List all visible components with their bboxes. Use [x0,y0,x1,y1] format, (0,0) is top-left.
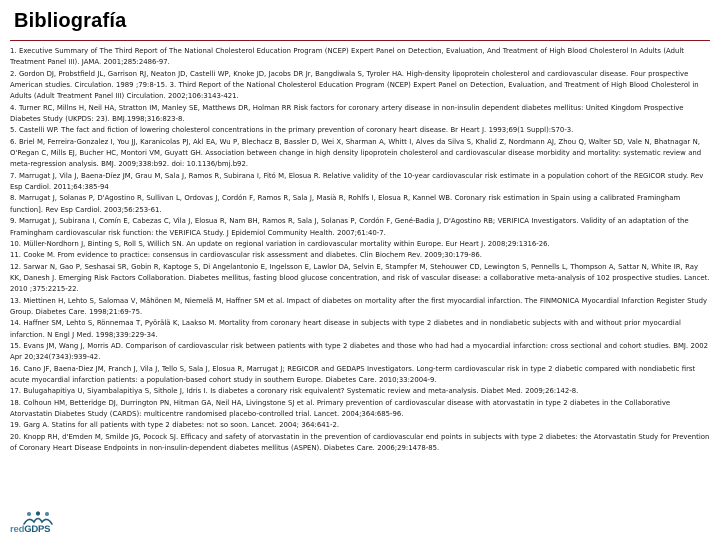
reference-item: 10. Müller-Nordhorn J, Binting S, Roll S, Willich SN. An update on regional variation in cardiovascular mortality within Europe. Eur Heart J. 2008;29:1316-26. [10,239,550,248]
reference-item: 18. Colhoun HM, Betteridge DJ, Durrington PN, Hitman GA, Neil HA, Livingstone SJ et al. Primary prevention of cardiovascular disease with atorvastatin in type 2 diabetes in the Collaborative Atorvastatin Diabetes Study (CARDS): multicentre randomised placebo-controlled trial. Lancet. 2004;364:685-96. [10,398,671,418]
people-hands-logo-icon [22,511,54,525]
reference-item: 19. Garg A. Statins for all patients with type 2 diabetes: not so soon. Lancet. 2004; 364:641-2. [10,421,340,430]
reference-item: 9. Marrugat J, Subirana I, Comín E, Cabezas C, Vila J, Elosua R, Nam BH, Ramos R, Sala J, Solanas P, Cordón F, Gené-Badia J, D'Agostino RB; VERIFICA Investigators. Validity of an adaptation of the Framingham cardiovascular risk function: the VERIFICA Study. J Epidemiol Community Health. 2007;61:40-7. [10,217,689,237]
reference-item: 7. Marrugat J, Vila J, Baena-Díez JM, Grau M, Sala J, Ramos R, Subirana I, Fitó M, Elosua R. Relative validity of the 10-year cardiovascular risk estimate in a population cohort of the REGICOR study. Rev Esp Cardiol. 2011;64:385-94 [10,171,704,192]
reference-item: 15. Evans JM, Wang J, Morris AD. Comparison of cardiovascular risk between patients with type 2 diabetes and those who had had a myocardial infarction: cross sectional and cohort studies. BMJ. 2002 Apr 20;324(7343):939-42. [10,341,709,362]
reference-item: 2. Gordon DJ, Probstfield JL, Garrison RJ, Neaton JD, Castelli WP, Knoke JD, Jacobs DR Jr, Bangdiwala S, Tyroler HA. High-density lipoprotein cholesterol and cardiovascular disease. Four prospective American studies. Circulation. 1989 ;79:8-15. 3. Third Report of the National Cholesterol Education Program (NCEP) Expert Panel on Detection, Evaluation, and Treatment of High Blood Cholesterol in Adults (Adult Treatment Panel III) Circulation. 2002;106:3143-421. [10,69,699,101]
redgdps-logo [10,511,70,537]
reference-item: 11. Cooke M. From evidence to practice: consensus in cardiovascular risk assessment and diabetes. Clin Biochem Rev. 2009;30:179-86. [10,251,482,260]
reference-item: 6. Briel M, Ferreira-Gonzalez I, You JJ, Karanicolas PJ, Akl EA, Wu P, Blechacz B, Bassler D, Wei X, Sharman A, Whitt I, Alves da Silva S, Khalid Z, Nordmann AJ, Zhou Q, Walter SD, Vale N, Bhatnagar N, O'Regan C, Mills EJ, Bucher HC, Montori VM, Guyatt GH. Association between change in high density lipoprotein cholesterol and cardiovascular disease morbidity and mortality: systematic review and meta-regression analysis. BMJ. 2009;338:b92. doi: 10.1136/bmj.b92. [10,137,702,169]
reference-item: 4. Turner RC, Millns H, Neil HA, Stratton IM, Manley SE, Matthews DR, Holman RR Risk factors for coronary artery disease in non-insulin dependent diabetes mellitus: United Kingdom Prospective Diabetes Study (UKPDS: 23). BMJ.1998;316:823-8. [10,103,684,124]
reference-item: 14. Haffner SM, Lehto S, Rönnemaa T, Pyörälä K, Laakso M. Mortality from coronary heart disease in subjects with type 2 diabetes and in nondiabetic subjects with and without prior myocardial infarction. N Engl J Med. 1998;339:229-34. [10,319,681,339]
title-divider [10,40,710,41]
reference-item: 1. Executive Summary of The Third Report of The National Cholesterol Education Program (NCEP) Expert Panel on Detection, Evaluation, And Treatment of High Blood Cholesterol In Adults (Adult Treatment Panel III). JAMA. 2001;285:2486-97. [10,47,684,67]
reference-list [10,46,710,510]
reference-item: 16. Cano JF, Baena-Diez JM, Franch J, Vila J, Tello S, Sala J, Elosua R, Marrugat J; REGICOR and GEDAPS Investigators. Long-term cardiovascular risk in type 2 diabetic compared with nondiabetic first acute myocardial infarction patients: a population-based cohort study in southern Europe. Diabetes Care. 2010;33:2004-9. [10,364,696,384]
page-title: Bibliografía [14,10,127,32]
reference-item: 8. Marrugat J, Solanas P, D'Agostino R, Sullivan L, Ordovas J, Cordón F, Ramos R, Sala J, Masià R, Rohlfs I, Elosua R, Kannel WB. Coronary risk estimation in Spain using a calibrated Framingham function]. Rev Esp Cardiol. 2003;56:253-61. [10,194,681,214]
reference-item: 13. Miettinen H, Lehto S, Salomaa V, Mähönen M, Niemelä M, Haffner SM et al. Impact of diabetes on mortality after the first myocardial infarction. The FINMONICA Myocardial Infarction Register Study Group. Diabetes Care. 1998;21:69-75. [10,296,708,316]
reference-item: 12. Sarwar N, Gao P, Seshasai SR, Gobin R, Kaptoge S, Di Angelantonio E, Ingelsson E, Lawlor DA, Selvin E, Stampfer M, Stehouwer CD, Lewington S, Pennells L, Thompson A, Sattar N, White IR, Ray KK, Danesh J. Emerging Risk Factors Collaboration. Diabetes mellitus, fasting blood glucose concentration, and risk of vascular disease: a collaborative meta-analysis of 102 prospective studies. Lancet. 2010 ;375:2215-22. [10,262,710,294]
reference-item: 17. Bulugahapitiya U, Siyambalapitiya S, Sithole J, Idris I. Is diabetes a coronary risk equivalent? Systematic review and meta-analysis. Diabet Med. 2009;26:142-8. [10,387,579,396]
logo-wordmark: redGDPS [10,524,51,535]
reference-item: 20. Knopp RH, d'Emden M, Smilde JG, Pocock SJ. Efficacy and safety of atorvastatin in the prevention of cardiovascular end points in subjects with type 2 diabetes: the Atorvastatin Study for Prevention of Coronary Heart Disease Endpoints in non-insulin-dependent diabetes mellitus (ASPEN). Diabetes Care. 2006;29:1478-85. [10,432,710,453]
reference-item: 5. Castelli WP. The fact and fiction of lowering cholesterol concentrations in the primary prevention of coronary heart disease. Br Heart J. 1993;69(1 Suppl):S70-3. [10,126,574,135]
